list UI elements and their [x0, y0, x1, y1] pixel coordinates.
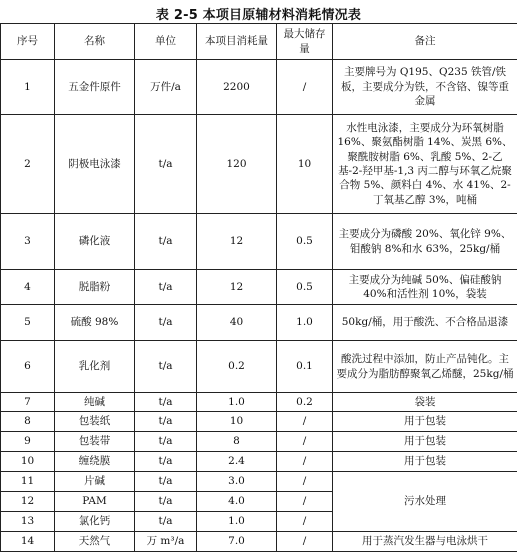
row-unit: t/a: [135, 512, 197, 532]
row-storage: 1.0: [277, 305, 333, 341]
row-note: 用于包装: [333, 412, 517, 432]
row-note: 用于蒸汽发生器与电泳烘干: [333, 532, 517, 552]
row-consumption: 1.0: [197, 393, 277, 412]
row-storage: /: [277, 452, 333, 472]
header-name: 名称: [55, 24, 135, 60]
row-no: 13: [1, 512, 55, 532]
row-consumption: 2.4: [197, 452, 277, 472]
table-row: [1, 341, 517, 393]
row-name: 缠绕膜: [55, 452, 135, 472]
row-storage: /: [277, 432, 333, 452]
row-storage: /: [277, 412, 333, 432]
header-note: 备注: [333, 24, 517, 60]
table-row: [1, 412, 517, 432]
row-consumption: 1.0: [197, 512, 277, 532]
row-name: 脱脂粉: [55, 270, 135, 305]
row-storage: 0.2: [277, 393, 333, 412]
row-note: 用于包装: [333, 452, 517, 472]
row-unit: t/a: [135, 452, 197, 472]
table-row: [1, 115, 517, 214]
row-name: 乳化剂: [55, 341, 135, 393]
table-row: [1, 305, 517, 341]
row-no: 5: [1, 305, 55, 341]
row-name: 纯碱: [55, 393, 135, 412]
row-note: 水性电泳漆，主要成分为环氧树脂 16%、聚氨酯树脂 14%、炭黑 6%、聚酰胺树脂 6%、乳酸 5%、2-乙基-2-羟甲基-1,3 丙二醇与环氧乙烷聚合物 5%、颜料白 4%、水 41%、2-丁氧基乙醇 3%，吨桶: [333, 115, 517, 214]
row-name: 片碱: [55, 472, 135, 492]
row-unit: 万 m³/a: [135, 532, 197, 552]
row-storage: /: [277, 512, 333, 532]
row-consumption: 3.0: [197, 472, 277, 492]
row-no: 2: [1, 115, 55, 214]
header-storage: 最大储存量: [277, 24, 333, 60]
row-note: 主要成分为纯碱 50%、偏硅酸钠 40%和活性剂 10%，袋装: [333, 270, 517, 305]
header-row: [1, 24, 517, 60]
row-note: 用于包装: [333, 432, 517, 452]
row-note: 主要牌号为 Q195、Q235 铁管/铁板，主要成分为铁，不含铬、镍等重金属: [333, 60, 517, 115]
row-name: 包装带: [55, 432, 135, 452]
row-consumption: 0.2: [197, 341, 277, 393]
row-storage: 0.1: [277, 341, 333, 393]
table-row: [1, 472, 517, 492]
row-note-merged: 污水处理: [333, 472, 517, 532]
row-unit: t/a: [135, 214, 197, 270]
row-no: 14: [1, 532, 55, 552]
row-consumption: 12: [197, 214, 277, 270]
table-row: [1, 432, 517, 452]
row-consumption: 2200: [197, 60, 277, 115]
row-name: 五金件原件: [55, 60, 135, 115]
row-note: 袋装: [333, 393, 517, 412]
row-note: 酸洗过程中添加，防止产品钝化。主要成分为脂肪醇聚氧乙烯醚，25kg/桶: [333, 341, 517, 393]
row-no: 6: [1, 341, 55, 393]
row-consumption: 7.0: [197, 532, 277, 552]
row-no: 11: [1, 472, 55, 492]
row-no: 12: [1, 492, 55, 512]
row-no: 10: [1, 452, 55, 472]
row-consumption: 10: [197, 412, 277, 432]
row-unit: t/a: [135, 472, 197, 492]
header-no: 序号: [1, 24, 55, 60]
row-storage: 0.5: [277, 270, 333, 305]
row-note: 50kg/桶，用于酸洗、不合格品退漆: [333, 305, 517, 341]
table-row: [1, 452, 517, 472]
table-row: [1, 60, 517, 115]
row-consumption: 120: [197, 115, 277, 214]
header-unit: 单位: [135, 24, 197, 60]
row-no: 1: [1, 60, 55, 115]
row-unit: t/a: [135, 305, 197, 341]
row-no: 9: [1, 432, 55, 452]
row-storage: /: [277, 472, 333, 492]
row-unit: t/a: [135, 492, 197, 512]
table-row: [1, 532, 517, 552]
header-consumption: 本项目消耗量: [197, 24, 277, 60]
row-unit: t/a: [135, 432, 197, 452]
row-consumption: 4.0: [197, 492, 277, 512]
row-no: 3: [1, 214, 55, 270]
row-unit: 万件/a: [135, 60, 197, 115]
materials-table: [0, 23, 517, 552]
row-no: 7: [1, 393, 55, 412]
table-row: [1, 393, 517, 412]
row-name: PAM: [55, 492, 135, 512]
table-title: 表 2-5 本项目原辅材料消耗情况表: [0, 4, 517, 23]
row-consumption: 40: [197, 305, 277, 341]
row-name: 阴极电泳漆: [55, 115, 135, 214]
row-unit: t/a: [135, 115, 197, 214]
row-consumption: 12: [197, 270, 277, 305]
row-unit: t/a: [135, 393, 197, 412]
row-note: 主要成分为磷酸 20%、氧化锌 9%、钼酸钠 8%和水 63%，25kg/桶: [333, 214, 517, 270]
row-no: 4: [1, 270, 55, 305]
row-unit: t/a: [135, 412, 197, 432]
row-storage: 10: [277, 115, 333, 214]
row-name: 包装纸: [55, 412, 135, 432]
row-consumption: 8: [197, 432, 277, 452]
row-name: 硫酸 98%: [55, 305, 135, 341]
row-unit: t/a: [135, 270, 197, 305]
row-storage: /: [277, 532, 333, 552]
row-storage: /: [277, 60, 333, 115]
row-unit: t/a: [135, 341, 197, 393]
table-row: [1, 214, 517, 270]
row-name: 氯化钙: [55, 512, 135, 532]
row-no: 8: [1, 412, 55, 432]
row-storage: /: [277, 492, 333, 512]
row-name: 天然气: [55, 532, 135, 552]
table-row: [1, 270, 517, 305]
row-name: 磷化液: [55, 214, 135, 270]
row-storage: 0.5: [277, 214, 333, 270]
